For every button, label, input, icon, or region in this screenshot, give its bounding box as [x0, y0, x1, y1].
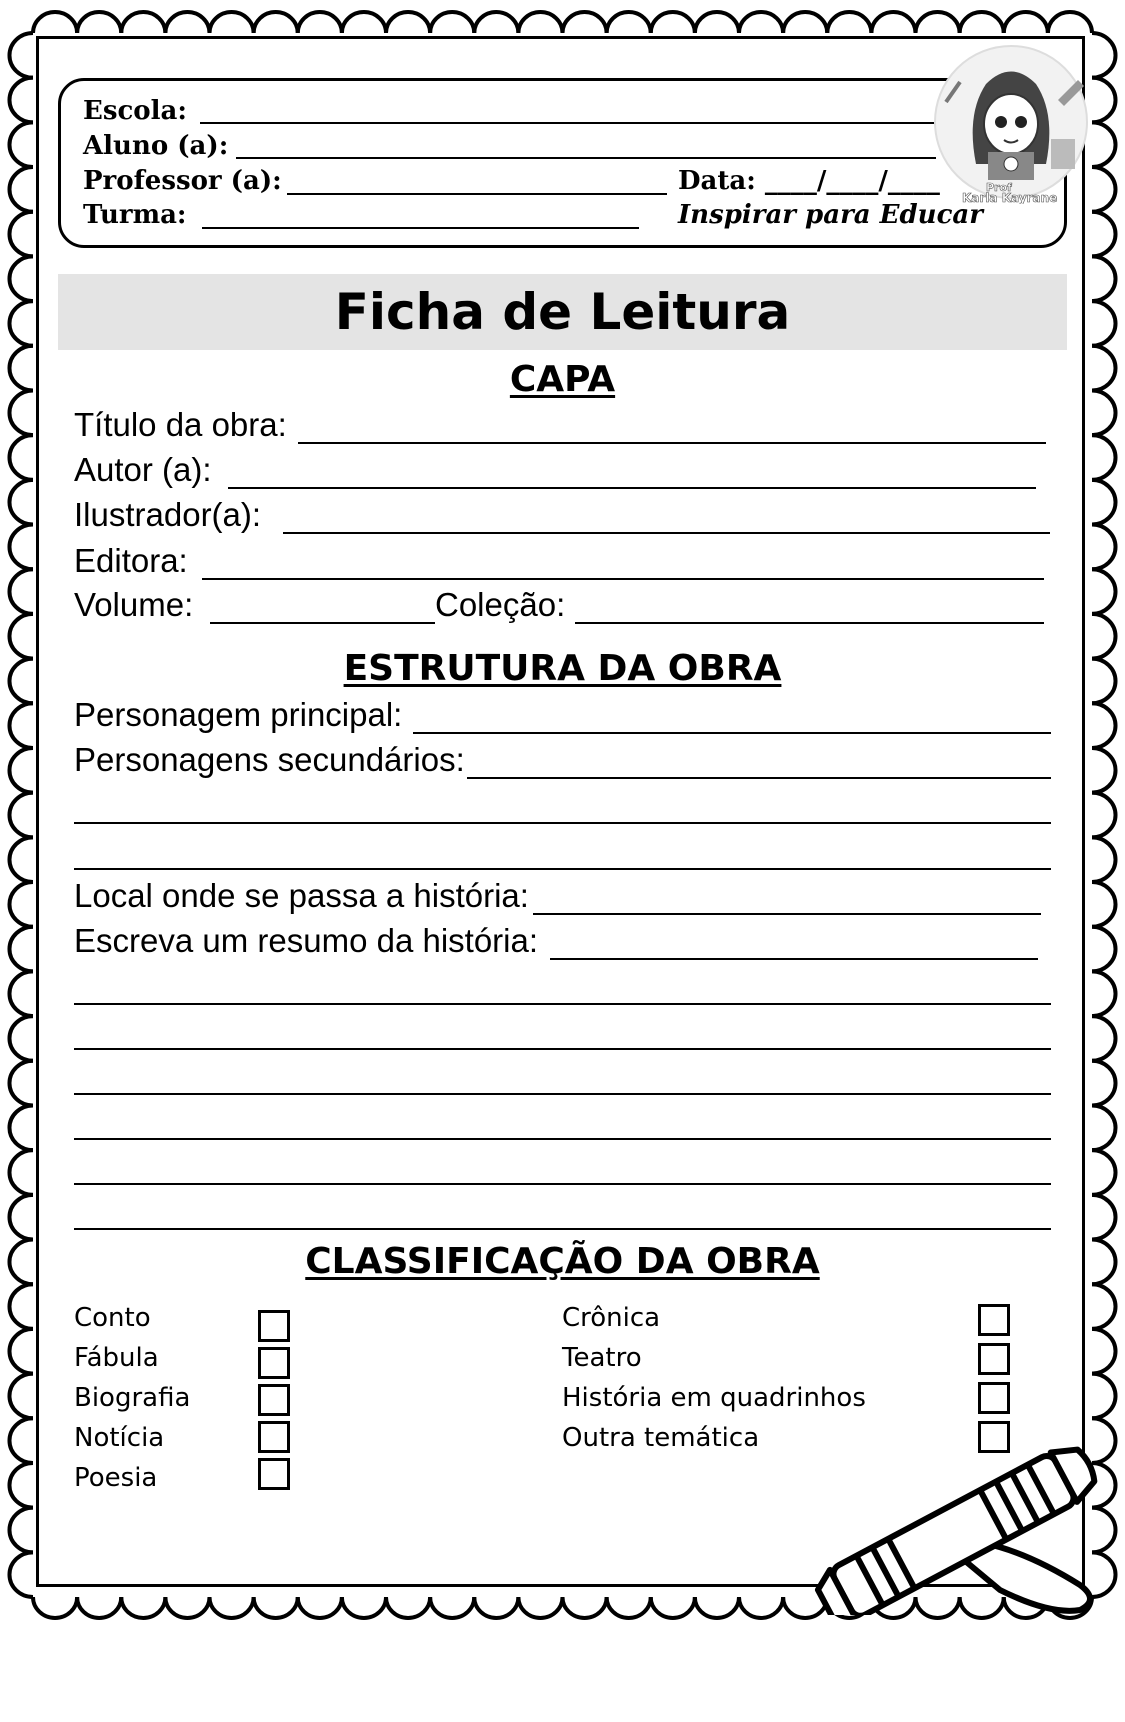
secondary-characters-line[interactable]: [467, 777, 1051, 779]
publisher-field-label: Editora:: [74, 542, 188, 579]
frame-scallop: [9, 525, 33, 570]
frame-scallop: [739, 12, 783, 33]
frame-scallop: [1092, 301, 1116, 346]
class-line[interactable]: [202, 227, 639, 229]
frame-scallop: [9, 33, 33, 78]
crayon-icon: [800, 1440, 1110, 1615]
logo-text-1: Prof: [986, 181, 1012, 194]
frame-scallop: [1092, 1150, 1116, 1195]
teacher-line[interactable]: [287, 193, 667, 195]
frame-scallop: [430, 12, 474, 33]
frame-scallop: [9, 78, 33, 123]
summary-extra-line[interactable]: [74, 1003, 1051, 1005]
frame-scallop: [9, 301, 33, 346]
frame-scallop: [9, 122, 33, 167]
frame-scallop: [9, 1284, 33, 1329]
frame-scallop: [9, 748, 33, 793]
frame-scallop: [916, 12, 960, 33]
frame-scallop: [1092, 212, 1116, 257]
frame-scallop: [9, 927, 33, 972]
author-field-line[interactable]: [228, 487, 1036, 489]
summary-extra-line[interactable]: [74, 1138, 1051, 1140]
frame-scallop: [1092, 614, 1116, 659]
frame-scallop: [9, 659, 33, 704]
frame-scallop: [563, 12, 607, 33]
frame-scallop: [9, 971, 33, 1016]
checkbox-teatro[interactable]: [978, 1343, 1010, 1375]
collection-field-line[interactable]: [575, 622, 1044, 624]
frame-scallop: [1092, 882, 1116, 927]
class-option-teatro: Teatro: [562, 1343, 642, 1373]
volume-field-line[interactable]: [210, 622, 435, 624]
frame-scallop: [474, 12, 518, 33]
frame-scallop: [121, 12, 165, 33]
frame-scallop: [386, 12, 430, 33]
student-label: Aluno (a):: [83, 131, 229, 161]
classificacao-heading: CLASSIFICAÇÃO DA OBRA: [305, 1241, 820, 1282]
frame-scallop: [33, 1597, 77, 1618]
frame-scallop: [607, 1597, 651, 1618]
teacher-avatar-icon: [926, 44, 1096, 204]
frame-scallop: [9, 256, 33, 301]
frame-scallop: [342, 12, 386, 33]
summary-extra-line[interactable]: [74, 1228, 1051, 1230]
frame-scallop: [9, 1508, 33, 1553]
capa-heading: CAPA: [509, 359, 616, 400]
frame-scallop: [33, 12, 77, 33]
class-option-biografia: Biografia: [74, 1383, 191, 1413]
frame-scallop: [1092, 1105, 1116, 1150]
title-band: [58, 274, 1067, 350]
frame-scallop: [695, 12, 739, 33]
frame-scallop: [1092, 1061, 1116, 1106]
slogan: Inspirar para Educar: [678, 200, 983, 230]
frame-scallop: [9, 614, 33, 659]
frame-scallop: [1048, 12, 1092, 33]
frame-scallop: [9, 1463, 33, 1508]
class-option-fabula: Fábula: [74, 1343, 159, 1373]
secondary-characters-extra-line[interactable]: [74, 868, 1051, 870]
frame-scallop: [9, 569, 33, 614]
frame-scallop: [783, 12, 827, 33]
frame-scallop: [1092, 346, 1116, 391]
volume-field-label: Volume:: [74, 586, 194, 623]
class-option-noticia: Notícia: [74, 1423, 165, 1453]
frame-scallop: [9, 346, 33, 391]
checkbox-fabula[interactable]: [258, 1347, 290, 1379]
frame-scallop: [518, 12, 562, 33]
frame-scallop: [9, 435, 33, 480]
frame-scallop: [1092, 525, 1116, 570]
school-label: Escola:: [83, 96, 187, 126]
frame-scallop: [9, 1105, 33, 1150]
frame-scallop: [1092, 1284, 1116, 1329]
frame-scallop: [9, 882, 33, 927]
frame-scallop: [9, 1150, 33, 1195]
frame-scallop: [1092, 703, 1116, 748]
class-label: Turma:: [83, 200, 187, 230]
summary-line[interactable]: [550, 958, 1038, 960]
frame-scallop: [827, 12, 871, 33]
checkbox-conto[interactable]: [258, 1310, 290, 1342]
frame-scallop: [1092, 256, 1116, 301]
frame-scallop: [9, 1552, 33, 1597]
class-option-poesia: Poesia: [74, 1463, 158, 1493]
publisher-field-line[interactable]: [202, 578, 1044, 580]
main-character-line[interactable]: [413, 732, 1051, 734]
checkbox-quadrinhos[interactable]: [978, 1382, 1010, 1414]
frame-scallop: [474, 1597, 518, 1618]
frame-scallop: [1004, 12, 1048, 33]
frame-scallop: [386, 1597, 430, 1618]
class-option-cronica: Crônica: [562, 1303, 661, 1333]
class-option-outra: Outra temática: [562, 1423, 760, 1453]
frame-scallop: [9, 1418, 33, 1463]
illustrator-field-line[interactable]: [283, 532, 1050, 534]
frame-scallop: [651, 1597, 695, 1618]
frame-scallop: [1092, 390, 1116, 435]
page-title: Ficha de Leitura: [334, 283, 791, 341]
frame-scallop: [1092, 480, 1116, 525]
illustrator-field-label: Ilustrador(a):: [74, 496, 262, 533]
secondary-characters-extra-line[interactable]: [74, 822, 1051, 824]
frame-scallop: [1092, 1329, 1116, 1374]
frame-scallop: [695, 1597, 739, 1618]
author-field-label: Autor (a):: [74, 451, 212, 488]
frame-scallop: [298, 1597, 342, 1618]
frame-scallop: [9, 1374, 33, 1419]
summary-extra-line[interactable]: [74, 1183, 1051, 1185]
frame-scallop: [1092, 927, 1116, 972]
frame-scallop: [9, 1016, 33, 1061]
frame-scallop: [9, 1061, 33, 1106]
collection-field-label: Coleção:: [435, 586, 566, 623]
frame-scallop: [1092, 1016, 1116, 1061]
frame-scallop: [254, 12, 298, 33]
frame-scallop: [1092, 971, 1116, 1016]
frame-scallop: [165, 12, 209, 33]
frame-scallop: [651, 12, 695, 33]
date-label[interactable]: Data: ____/____/____: [678, 166, 940, 196]
frame-scallop: [9, 1329, 33, 1374]
frame-scallop: [77, 12, 121, 33]
checkbox-poesia[interactable]: [258, 1458, 290, 1490]
checkbox-cronica[interactable]: [978, 1304, 1010, 1336]
logo-text-2: Karla Kayrane: [962, 191, 1058, 204]
title-field-label: Título da obra:: [74, 406, 287, 443]
summary-extra-line[interactable]: [74, 1093, 1051, 1095]
main-character-label: Personagem principal:: [74, 696, 403, 733]
frame-scallop: [563, 1597, 607, 1618]
checkbox-biografia[interactable]: [258, 1384, 290, 1416]
frame-scallop: [9, 837, 33, 882]
frame-scallop: [871, 12, 915, 33]
location-label: Local onde se passa a história:: [74, 877, 529, 914]
frame-scallop: [1092, 435, 1116, 480]
frame-scallop: [960, 12, 1004, 33]
class-option-quadrinhos: História em quadrinhos: [562, 1383, 866, 1413]
frame-scallop: [1092, 1195, 1116, 1240]
frame-scallop: [1092, 748, 1116, 793]
frame-scallop: [9, 212, 33, 257]
estrutura-heading: ESTRUTURA DA OBRA: [343, 648, 782, 689]
frame-scallop: [254, 1597, 298, 1618]
class-option-conto: Conto: [74, 1303, 151, 1333]
frame-scallop: [210, 1597, 254, 1618]
frame-scallop: [9, 480, 33, 525]
frame-scallop: [9, 390, 33, 435]
frame-scallop: [518, 1597, 562, 1618]
student-line[interactable]: [236, 157, 936, 159]
frame-scallop: [9, 1240, 33, 1285]
frame-scallop: [9, 167, 33, 212]
school-line[interactable]: [200, 122, 935, 124]
frame-scallop: [298, 12, 342, 33]
frame-scallop: [739, 1597, 783, 1618]
location-line[interactable]: [533, 913, 1041, 915]
checkbox-noticia[interactable]: [258, 1421, 290, 1453]
inner-border: [36, 36, 1085, 1587]
frame-scallop: [9, 1195, 33, 1240]
frame-scallop: [210, 12, 254, 33]
frame-scallop: [121, 1597, 165, 1618]
frame-scallop: [430, 1597, 474, 1618]
frame-scallop: [1092, 837, 1116, 882]
frame-scallop: [9, 703, 33, 748]
frame-scallop: [342, 1597, 386, 1618]
frame-scallop: [77, 1597, 121, 1618]
frame-scallop: [9, 793, 33, 838]
frame-scallop: [1092, 793, 1116, 838]
secondary-characters-label: Personagens secundários:: [74, 741, 465, 778]
frame-scallop: [1092, 659, 1116, 704]
title-field-line[interactable]: [298, 442, 1046, 444]
frame-scallop: [607, 12, 651, 33]
teacher-label: Professor (a):: [83, 166, 282, 196]
summary-extra-line[interactable]: [74, 1048, 1051, 1050]
frame-scallop: [1092, 569, 1116, 614]
frame-scallop: [1092, 1240, 1116, 1285]
frame-scallop: [1092, 1374, 1116, 1419]
summary-label: Escreva um resumo da história:: [74, 922, 539, 959]
frame-scallop: [165, 1597, 209, 1618]
